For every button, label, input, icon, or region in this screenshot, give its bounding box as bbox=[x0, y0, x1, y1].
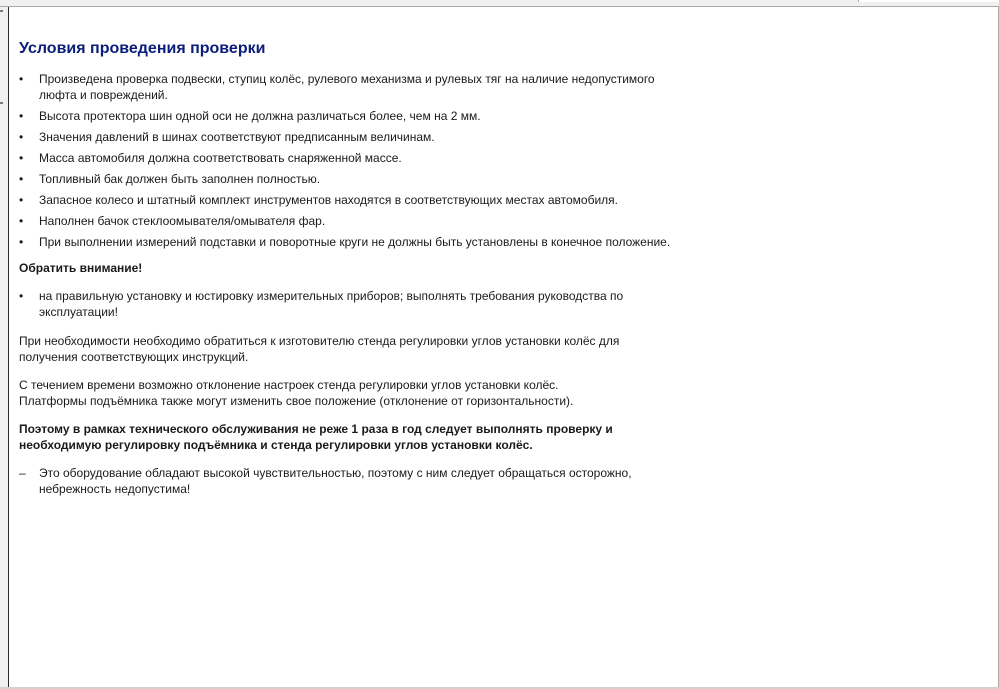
bullet-icon: • bbox=[19, 151, 24, 165]
frame-mark bbox=[0, 102, 3, 104]
maintenance-warning: Поэтому в рамках технического обслуживания не реже 1 раза в год следует выполнять проверку и необходимую регулировку подъёмника и стенда регулировки углов установки колёс. bbox=[19, 422, 613, 452]
deviation-paragraph bbox=[19, 377, 679, 409]
bullet-icon: • bbox=[19, 289, 24, 303]
bullet-icon: • bbox=[19, 109, 24, 123]
bullet-icon: • bbox=[19, 172, 24, 186]
list-item-text: Топливный бак должен быть заполнен полностью. bbox=[39, 172, 321, 186]
page-title: Условия проведения проверки bbox=[19, 40, 266, 57]
list-item bbox=[19, 192, 679, 208]
list-item-text: Масса автомобиля должна соответствовать снаряженной массе. bbox=[39, 151, 402, 165]
list-item bbox=[19, 465, 679, 497]
list-item-text: Значения давлений в шинах соответствуют предписанным величинам. bbox=[39, 130, 435, 144]
list-item-text: Это оборудование обладают высокой чувствительностью, поэтому с ним следует обращаться осторожно, небрежность недопустима! bbox=[39, 466, 632, 496]
window-tab-edge bbox=[858, 0, 999, 2]
list-item-text: Запасное колесо и штатный комплект инструментов находятся в соответствующих местах автомобиля. bbox=[39, 193, 618, 207]
conditions-list bbox=[19, 71, 679, 250]
caution-list bbox=[19, 465, 679, 497]
bullet-icon: • bbox=[19, 72, 24, 86]
list-item-text: на правильную установку и юстировку измерительных приборов; выполнять требования руководства по эксплуатации! bbox=[39, 289, 624, 319]
list-item-text: Высота протектора шин одной оси не должна различаться более, чем на 2 мм. bbox=[39, 109, 481, 123]
deviation-line-2: Платформы подъёмника также могут изменить свое положение (отклонение от горизонтальности). bbox=[19, 394, 574, 408]
left-frame-bar bbox=[0, 7, 9, 689]
list-item bbox=[19, 171, 679, 187]
list-item bbox=[19, 129, 679, 145]
list-item-text: Наполнен бачок стеклоомывателя/омывателя фар. bbox=[39, 214, 326, 228]
dash-icon: – bbox=[19, 466, 26, 480]
frame-mark bbox=[0, 10, 3, 12]
list-item bbox=[19, 108, 679, 124]
bullet-icon: • bbox=[19, 193, 24, 207]
bullet-icon: • bbox=[19, 130, 24, 144]
list-item bbox=[19, 213, 679, 229]
attention-heading: Обратить внимание! bbox=[19, 261, 143, 275]
list-item bbox=[19, 150, 679, 166]
bullet-icon: • bbox=[19, 235, 24, 249]
attention-list bbox=[19, 288, 679, 320]
list-item-text: При выполнении измерений подставки и поворотные круги не должны быть установлены в конечное положение. bbox=[39, 235, 671, 249]
list-item bbox=[19, 234, 679, 250]
document-content bbox=[19, 39, 679, 502]
instructions-paragraph: При необходимости необходимо обратиться к изготовителю стенда регулировки углов установки колёс для получения соответствующих инструкций. bbox=[19, 334, 620, 364]
window-top-frame bbox=[0, 0, 999, 7]
bullet-icon: • bbox=[19, 214, 24, 228]
list-item bbox=[19, 288, 679, 320]
list-item bbox=[19, 71, 679, 103]
list-item-text: Произведена проверка подвески, ступиц колёс, рулевого механизма и рулевых тяг на наличие недопустимого люфта и повреждений. bbox=[39, 72, 655, 102]
deviation-line-1: С течением времени возможно отклонение настроек стенда регулировки углов установки колёс. bbox=[19, 378, 559, 392]
